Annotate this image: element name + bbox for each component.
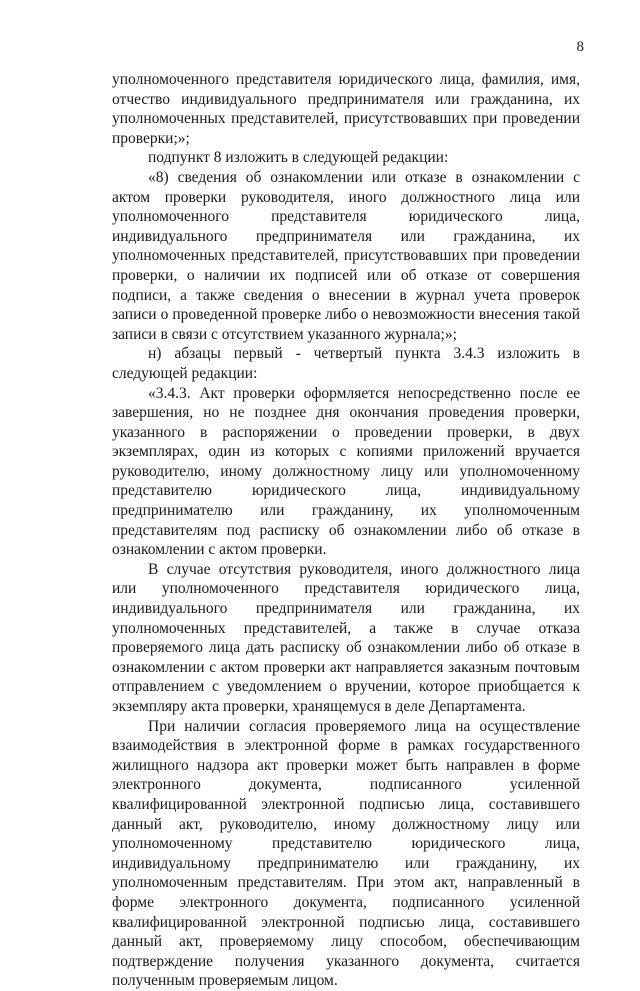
paragraph-subpoint-8-text: «8) сведения об ознакомлении или отказе в ознакомлении с актом проверки руководителя, иного должностного лица или уполномоченного представителя юридического лица, индивидуального предпринимателя или гражданина, их уполномоченных представителей, присутствовавших при проведении проверки, о наличии их подписей или об отказе от совершения подписи, а также сведения о внесении в журнал учета проверок записи о проведенной проверке либо о невозможности внесения такой записи в связи с отсутствием указанного журнала;»; — [112, 168, 580, 343]
paragraph-absence-case: В случае отсутствия руководителя, иного должностного лица или уполномоченного представителя юридического лица, индивидуального предпринимателя или гражданина, их уполномоченных представителей, а также в случае отказа проверяемого лица дать расписку об ознакомлении либо об отказе в ознакомлении с актом проверки акт направляется заказным почтовым отправлением с уведомлением о вручении, которое приобщается к экземпляру акта проверки, хранящемуся в деле Департамента. — [112, 560, 580, 715]
paragraph-item-n-intro: н) абзацы первый - четвертый пункта 3.4.3 изложить в следующей редакции: — [112, 345, 580, 382]
paragraph-subpoint-8-intro: подпункт 8 изложить в следующей редакции: — [148, 149, 449, 167]
page-number: 8 — [576, 39, 584, 55]
paragraph-continuation: уполномоченного представителя юридического лица, фамилия, имя, отчество индивидуального предпринимателя или гражданина, их уполномоченных представителей, присутствовавших при проведении проверки;»; — [112, 71, 580, 147]
document-body — [112, 70, 580, 991]
paragraph-3-4-3: «3.4.3. Акт проверки оформляется непосредственно после ее завершения, но не позднее дня окончания проведения проверки, указанного в распоряжении о проведении проверки, в двух экземплярах, один из которых с копиями приложений вручается руководителю, иному должностному лицу или уполномоченному представителю юридического лица, индивидуальному предпринимателю или гражданину, их уполномоченным представителям под расписку об ознакомлении либо об отказе в ознакомлении с актом проверки. — [112, 384, 580, 559]
paragraph-electronic-form: При наличии согласия проверяемого лица на осуществление взаимодействия в электронной форме в рамках государственного жилищного надзора акт проверки может быть направлен в форме электронного документа, подписанного усиленной квалифицированной электронной подписью лица, составившего данный акт, руководителю, иному должностному лицу или уполномоченному представителю юридического лица, индивидуальному предпринимателю или гражданину, их уполномоченным представителям. При этом акт, направленный в форме электронного документа, подписанного усиленной квалифицированной электронной подписью лица, составившего данный акт, проверяемому лицу способом, обеспечивающим подтверждение получения указанного документа, считается полученным проверяемым лицом. — [112, 717, 580, 990]
